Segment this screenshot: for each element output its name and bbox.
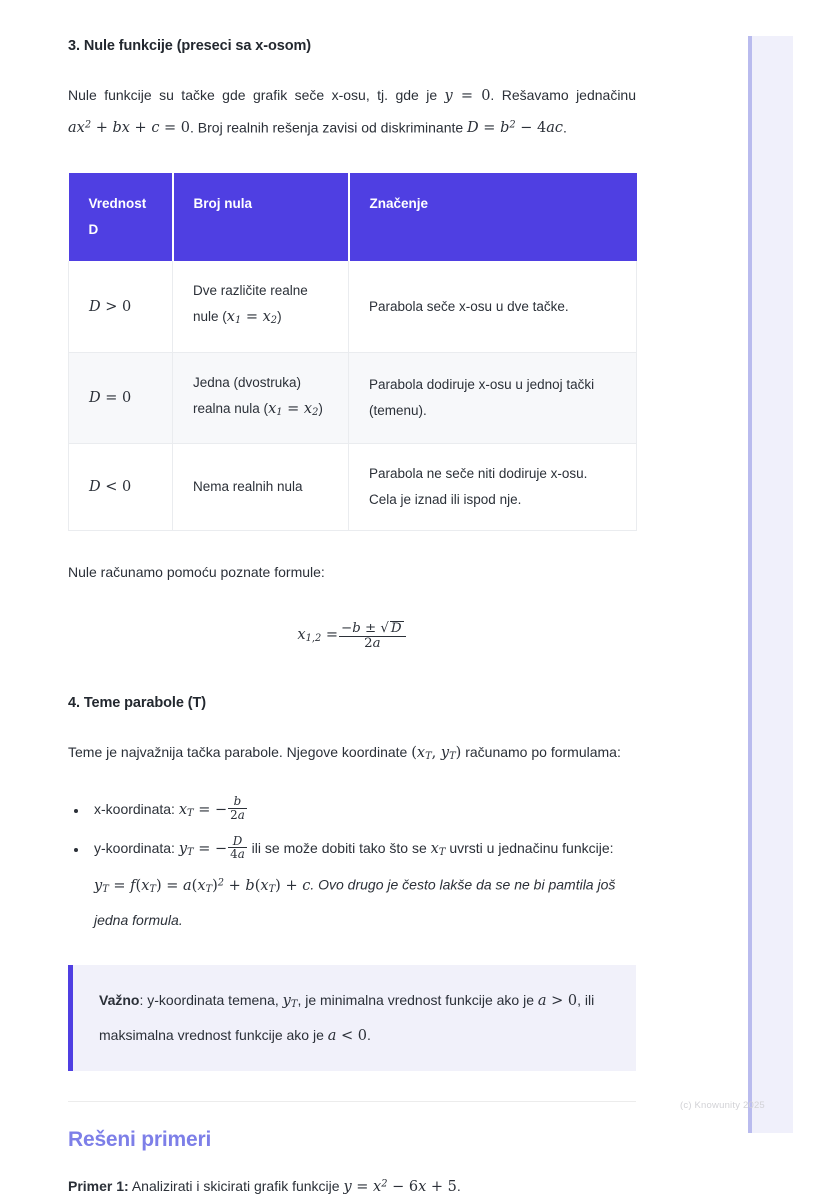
paragraph-formula-intro: Nule računamo pomoću poznate formule:	[68, 563, 325, 580]
text-fragment: .	[367, 1026, 371, 1043]
table-row	[69, 443, 637, 530]
display-quadratic-formula: $x_{1,2}$ = $\frac{-b \pm √ D}{2a}$	[68, 621, 636, 651]
side-panel-decoration	[748, 36, 793, 1133]
math-a-greater-zero: a > 0	[537, 992, 578, 1009]
text-fragment: , ili maksimalna vrednost funkcije ako je	[99, 991, 595, 1043]
text-fragment: Dve različite realne nule (	[193, 283, 308, 325]
table-cell-count	[173, 352, 349, 443]
text-fragment: Jedna (dvostruka) realna nula (	[193, 374, 302, 416]
table-cell-count: Nema realnih nula	[173, 443, 349, 530]
table-cell-count	[173, 261, 349, 352]
math-example-1-function: $y = x^2 - 6x + 5$	[343, 1178, 457, 1195]
list-item-y-coordinate	[88, 833, 636, 935]
text-fragment: , je minimalna vrednost funkcije ako je	[297, 991, 538, 1008]
text-fragment: Nule funkcije su tačke gde grafik seče x-osu, tj. gde je	[68, 87, 445, 103]
discriminant-table	[68, 173, 637, 530]
table-cell-meaning: Parabola dodiruje x-osu u jednoj tački (temenu).	[349, 352, 637, 443]
table-cell-condition	[69, 261, 173, 352]
math-x1-equals-x2: $x_1 = x_2$	[268, 400, 319, 418]
table-cell-meaning: Parabola seče x-osu u dve tačke.	[349, 261, 637, 352]
callout-label: Važno	[99, 991, 140, 1008]
text-fragment: .	[456, 1177, 461, 1194]
paragraph-zeros-intro	[68, 80, 636, 143]
text-fragment: Teme je najvažnija tačka parabole. Njegove koordinate	[68, 743, 412, 760]
text-fragment: uvrsti u jednačinu funkcije:	[445, 840, 614, 857]
math-vertex-coords: ($x_T$, $y_T$)	[411, 744, 462, 762]
math-d-greater-zero: D > 0	[89, 298, 132, 315]
heading-solved-examples: Rešeni primeri	[68, 1127, 212, 1151]
table-cell-meaning: Parabola ne seče niti dodiruje x-osu. Cela je iznad ili ispod nje.	[349, 443, 637, 530]
table-header-cell-znacenje: Značenje	[349, 173, 637, 261]
text-fragment: . Rešavamo jednačinu	[490, 87, 637, 103]
document-content	[68, 0, 636, 1195]
table-header-cell-vrednost-d: Vrednost D	[69, 173, 173, 261]
table-cell-condition	[69, 443, 173, 530]
list-item-x-coordinate	[88, 794, 636, 829]
math-x1-equals-x2: $x_1 = x_2$	[226, 309, 278, 327]
example-1-label: Primer 1:	[68, 1177, 129, 1194]
vertex-formula-list	[68, 794, 636, 935]
math-xt-formula: $x_T$ = − $\frac{b}{2a}$	[178, 794, 245, 822]
text-fragment: Analizirati i skicirati grafik funkcije	[128, 1177, 344, 1194]
math-discriminant: $D = b^2 - 4ac$	[467, 120, 563, 137]
text-fragment: ili se može dobiti tako što se	[247, 840, 431, 857]
table-row	[69, 261, 637, 352]
paragraph-vertex-intro	[68, 737, 636, 772]
text-fragment: računamo po formulama:	[461, 743, 621, 760]
fraction-b-over-2a: $\frac{b}{2a}$	[230, 794, 245, 822]
text-fragment: .	[563, 119, 567, 136]
table-header-row	[69, 173, 637, 261]
text-fragment: : y-koordinata temena,	[139, 991, 283, 1008]
watermark-knowunity: (c) Knowunity 2025	[680, 1100, 765, 1111]
math-yt-expanded: $y_T = f(x_T) = a(x_T)^2 + b(x_T) + c$	[94, 877, 311, 895]
text-fragment: . Broj realnih rešenja zavisi od diskriminante	[190, 119, 468, 136]
math-d-equals-zero: D = 0	[89, 389, 132, 406]
text-fragment-italic-note: . Ovo drugo je često lakše da se ne bi pamtila još jedna formula.	[94, 876, 616, 928]
table-header-cell-broj-nula: Broj nula	[173, 173, 349, 261]
math-a-less-zero: a < 0	[327, 1027, 368, 1044]
math-y-equals-zero: y = 0	[444, 88, 491, 104]
section-heading-zeros: 3. Nule funkcije (preseci sa x-osom)	[68, 38, 311, 54]
text-fragment: y-koordinata:	[94, 840, 179, 857]
example-1-line	[68, 1178, 636, 1195]
fraction-d-over-4a: $\frac{D}{4a}$	[230, 833, 245, 862]
important-callout	[68, 965, 636, 1071]
text-fragment: x-koordinata:	[94, 800, 179, 817]
math-yt: $y_T$	[282, 992, 298, 1010]
table-row	[69, 352, 637, 443]
math-yt-formula: $y_T$ = − $\frac{D}{4a}$	[178, 833, 245, 862]
section-heading-vertex: 4. Teme parabole (T)	[68, 694, 206, 711]
math-d-less-zero: D < 0	[89, 478, 132, 495]
fraction-quadratic: $\frac{-b \pm √ D}{2a}$	[339, 621, 406, 651]
text-fragment: )	[318, 400, 323, 416]
table-cell-condition	[69, 352, 173, 443]
math-quadratic-equation: $ax^2$ + bx + c = 0	[68, 120, 191, 137]
text-fragment: )	[277, 309, 282, 325]
math-xt: $x_T$	[430, 841, 446, 859]
